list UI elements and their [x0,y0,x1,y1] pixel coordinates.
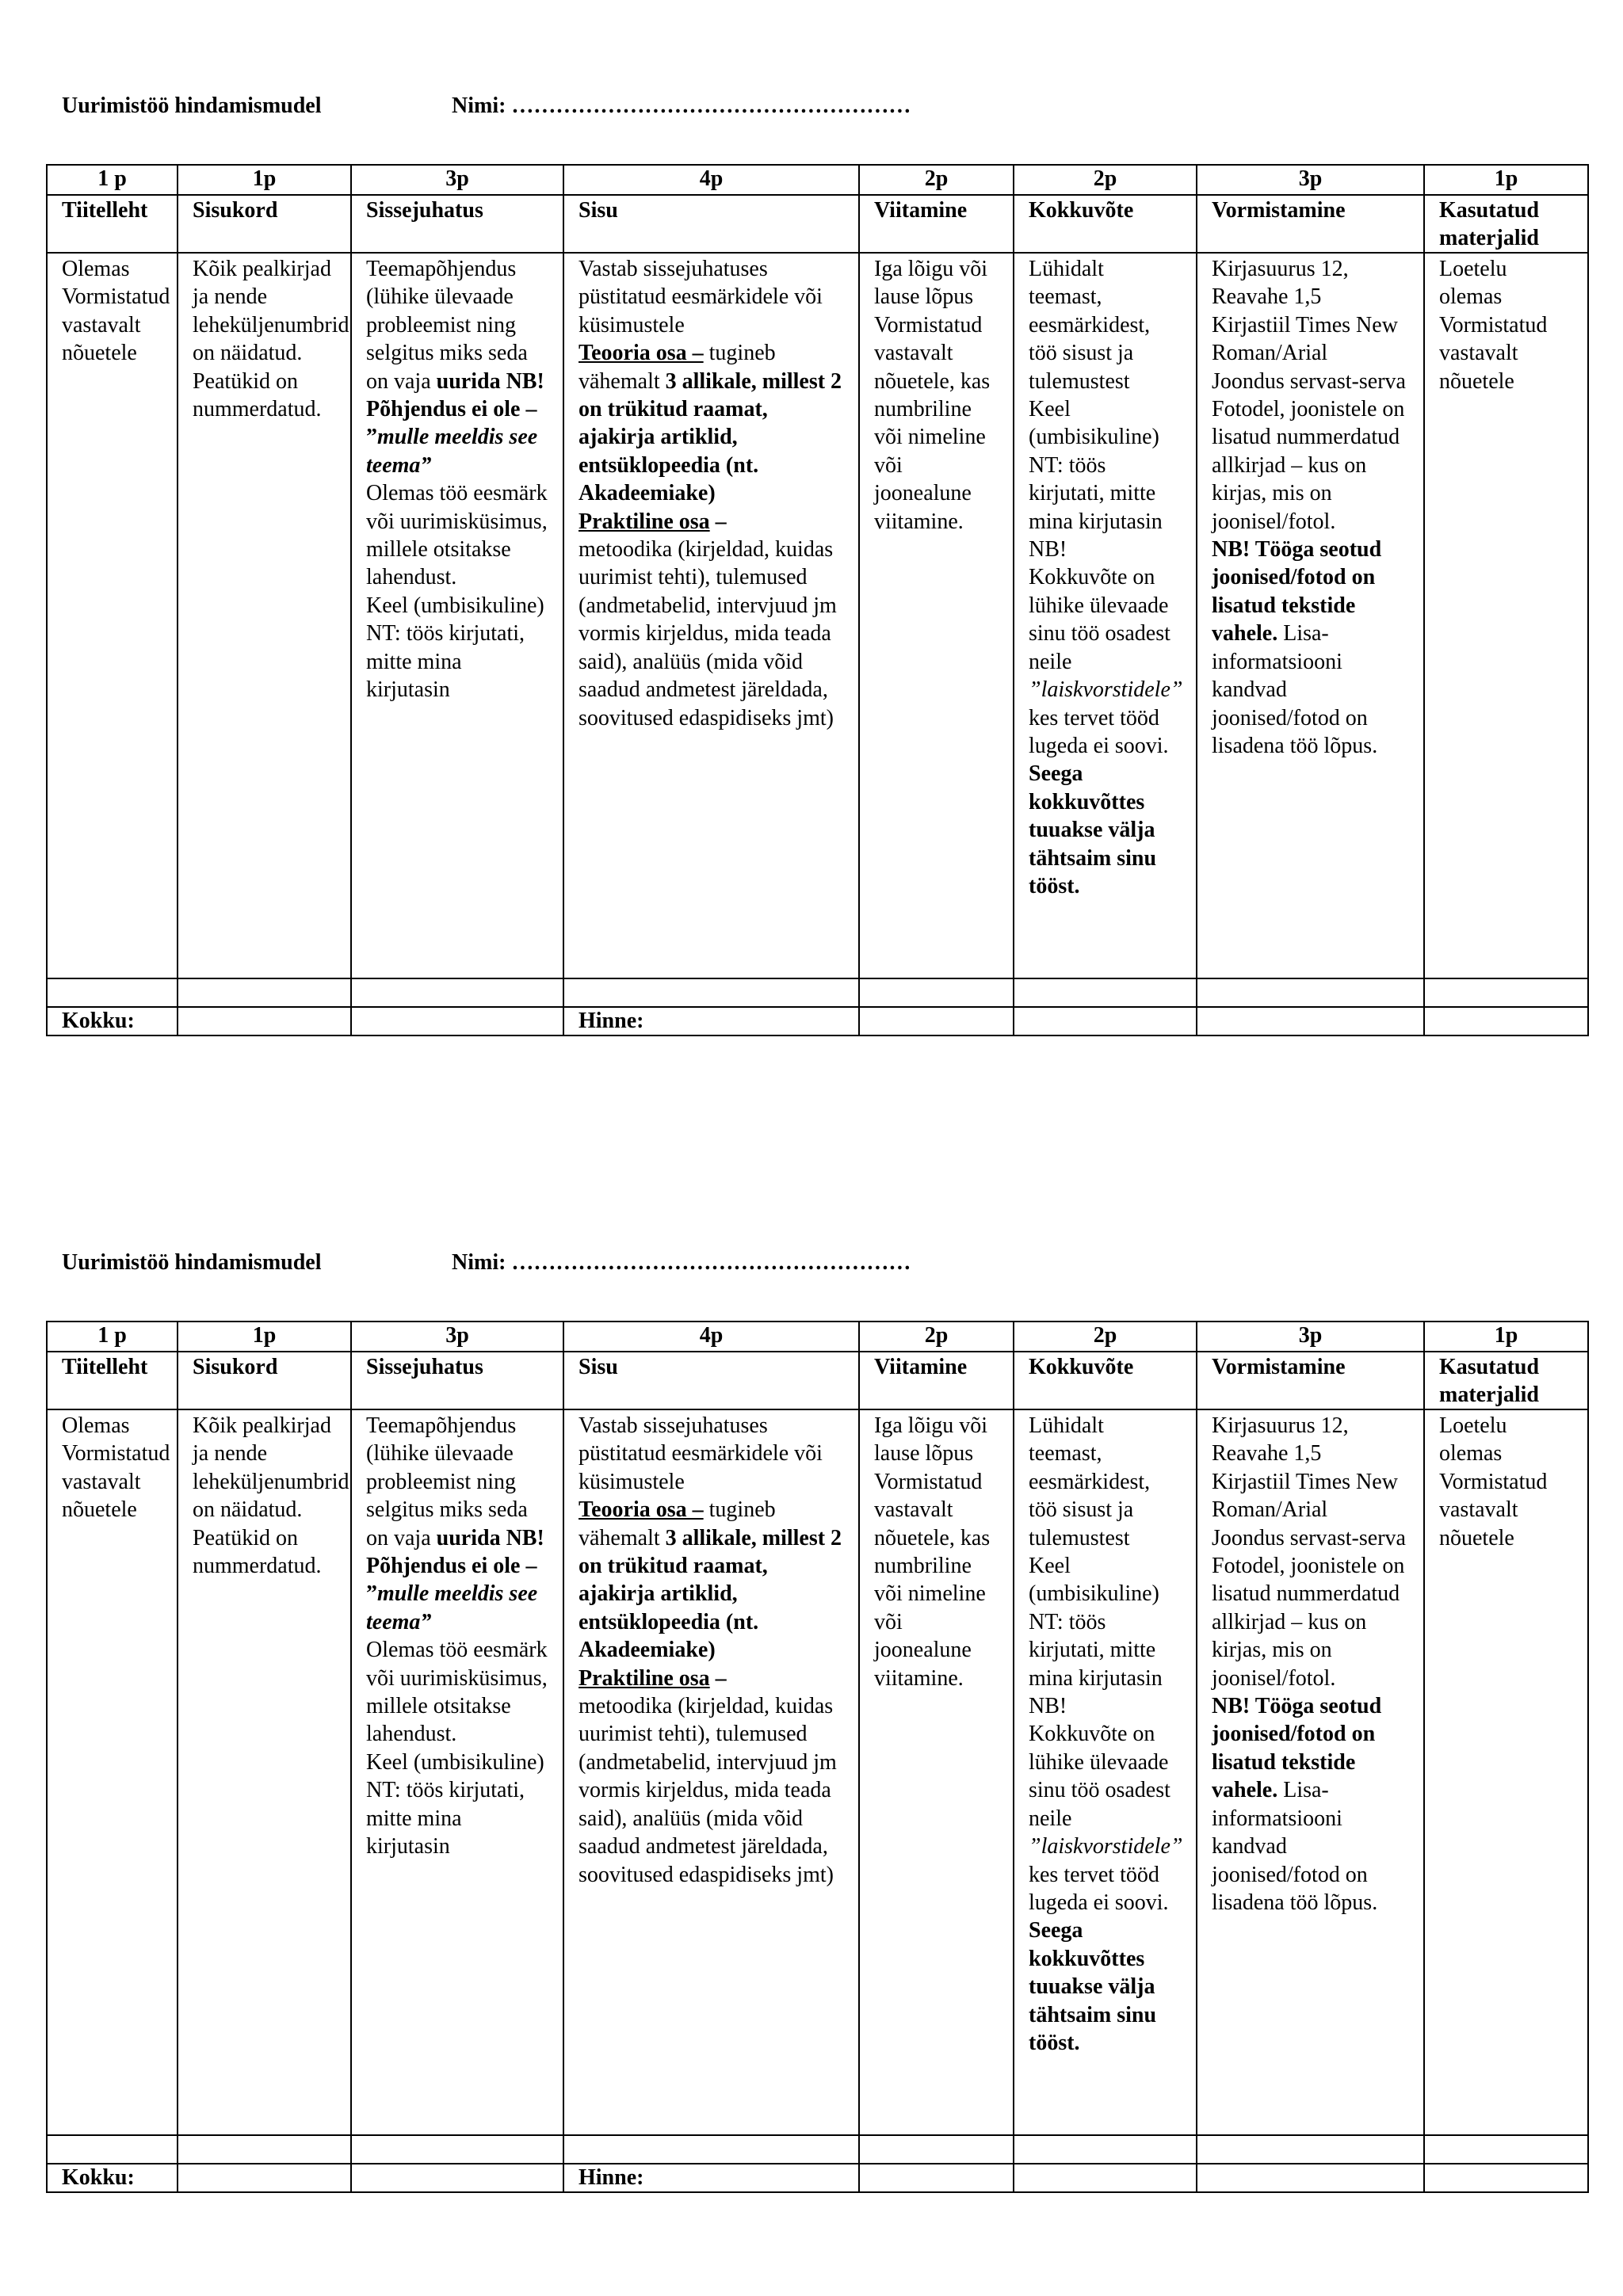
bold-text: NB! Tööga seotud joonised/fotod on lisatud tekstide vahele. [1212,537,1382,646]
teooria-label: Teooria osa – [579,1497,704,1523]
text: kes tervet tööd lugeda ei soovi. [1029,1862,1169,1915]
bold-text: uurida NB! Põhjendus ei ole – ” [366,368,544,450]
bold-text: uurida NB! Põhjendus ei ole – ” [366,1525,544,1607]
heading-cell: Tiitelleht [47,1352,178,1409]
grade-label: Hinne: [563,2164,859,2192]
text: NT: töös kirjutati, mitte mina kirjutasin [1029,1609,1163,1691]
text: Olemas töö eesmärk või uurimisküsimus, millele otsitakse lahendust. [366,481,548,590]
points-row [47,165,1588,195]
criteria-kokkuvote [1014,253,1197,978]
text: Fotodel, joonistele on lisatud nummerdatud allkirjad – kus on kirjas, mis on joonisel/fotol. [1212,1554,1405,1691]
total-cell[interactable] [351,2164,563,2192]
points-cell: 3p [351,1322,563,1352]
score-cell[interactable] [178,2135,351,2164]
points-cell: 2p [1014,1322,1197,1352]
dash: – [709,1665,727,1691]
criteria-vormistamine [1197,253,1424,978]
heading-cell: Kokkuvõte [1014,195,1197,253]
score-entry-row [47,2135,1588,2164]
points-cell: 2p [859,165,1014,195]
name-field-label: Nimi: ……………………………………………… [452,93,911,118]
heading-cell: Sissejuhatus [351,1352,563,1409]
score-cell[interactable] [351,978,563,1007]
total-cell[interactable] [1424,2164,1588,2192]
points-cell: 1 p [47,165,178,195]
criteria-sisu [563,253,859,978]
grade-label: Hinne: [563,1007,859,1035]
heading-cell: Tiitelleht [47,195,178,253]
heading-cell: Kokkuvõte [1014,1352,1197,1409]
heading-cell: Kasutatud materjalid [1424,195,1588,253]
text: NT: töös kirjutati, mitte mina kirjutasin [366,621,525,703]
total-row [47,1007,1588,1035]
score-cell[interactable] [47,978,178,1007]
text: NB! [1029,1694,1067,1719]
text: Kokkuvõte on lühike ülevaade sinu töö osadest neile [1029,565,1170,674]
heading-cell: Kasutatud materjalid [1424,1352,1588,1409]
praktiline-label: Praktiline osa [579,1665,710,1691]
criteria-viitamine: Iga lõigu või lause lõpus Vormistatud vastavalt nõuetele, kas numbriline või nimeline või joonealune viitamine. [859,253,1014,978]
bold-italic-text: mulle meeldis see teema” [366,425,538,478]
heading-cell: Sissejuhatus [351,195,563,253]
total-cell[interactable] [1424,1007,1588,1035]
score-cell[interactable] [351,2135,563,2164]
total-row [47,2164,1588,2192]
total-cell[interactable] [1197,2164,1424,2192]
score-cell[interactable] [1197,978,1424,1007]
text: Fotodel, joonistele on lisatud nummerdatud allkirjad – kus on kirjas, mis on joonisel/fotol. [1212,397,1405,534]
text: Reavahe 1,5 [1212,284,1322,310]
heading-row [47,1352,1588,1409]
text: Lisa-informatsiooni kandvad joonised/fotod on lisadena töö lõpus. [1212,621,1378,758]
text: Keel (umbisikuline) [366,593,544,618]
criteria-sissejuhatus [351,1409,563,2135]
total-cell[interactable] [178,2164,351,2192]
text: Lühidalt teemast, eesmärkidest, töö sisust ja tulemustest [1029,257,1151,394]
criteria-tiitelleht: Olemas Vormistatud vastavalt nõuetele [47,253,178,978]
criteria-kasutatud: Loetelu olemas Vormistatud vastavalt nõuetele [1424,253,1588,978]
score-cell[interactable] [859,978,1014,1007]
text: Vastab sissejuhatuses püstitatud eesmärkidele või küsimustele [579,257,823,338]
bold-italic-text: mulle meeldis see teema” [366,1581,538,1634]
heading-cell: Sisu [563,1352,859,1409]
text: NT: töös kirjutati, mitte mina kirjutasin [1029,452,1163,534]
bold-text: Seega kokkuvõttes tuuakse välja tähtsaim sinu tööst. [1029,1918,1157,2055]
text: kes tervet tööd lugeda ei soovi. [1029,705,1169,758]
total-cell[interactable] [1014,1007,1197,1035]
points-cell: 1p [1424,165,1588,195]
text: Joondus servast-serva [1212,368,1406,394]
text: Keel (umbisikuline) [366,1749,544,1775]
criteria-kokkuvote [1014,1409,1197,2135]
points-cell: 2p [1014,165,1197,195]
points-cell: 1p [178,1322,351,1352]
points-cell: 3p [1197,165,1424,195]
italic-text: ”laiskvorstidele” [1029,677,1183,703]
score-cell[interactable] [1197,2135,1424,2164]
text: tugineb vähemalt [579,1497,776,1550]
form-title: Uurimistöö hindamismudel [62,1250,322,1275]
praktiline-label: Praktiline osa [579,509,710,534]
criteria-viitamine: Iga lõigu või lause lõpus Vormistatud vastavalt nõuetele, kas numbriline või nimeline või joonealune viitamine. [859,1409,1014,2135]
rubric-table [46,164,1589,1036]
text: Teemapõhjendus (lühike ülevaade probleemist ning selgitus miks seda on vaja [366,1413,528,1550]
criteria-sissejuhatus [351,253,563,978]
points-cell: 2p [859,1322,1014,1352]
total-cell[interactable] [351,1007,563,1035]
text: Lisa-informatsiooni kandvad joonised/fotod on lisadena töö lõpus. [1212,1778,1378,1915]
text: Kirjasuurus 12, [1212,257,1349,281]
heading-cell: Viitamine [859,195,1014,253]
total-cell[interactable] [859,2164,1014,2192]
criteria-tiitelleht: Olemas Vormistatud vastavalt nõuetele [47,1409,178,2135]
bold-text: 3 allikale, millest 2 on trükitud raamat, ajakirja artiklid, entsüklopeedia (nt. Akadeemiake) [579,368,842,506]
points-cell: 4p [563,165,859,195]
bold-text: Seega kokkuvõttes tuuakse välja tähtsaim sinu tööst. [1029,761,1157,898]
criteria-sisukord: Kõik pealkirjad ja nende leheküljenumbrid on näidatud. Peatükid on nummerdatud. [178,253,351,978]
text: Keel (umbisikuline) [1029,1554,1159,1607]
heading-cell: Sisukord [178,1352,351,1409]
points-cell: 1p [178,165,351,195]
total-cell[interactable] [1197,1007,1424,1035]
total-cell[interactable] [859,1007,1014,1035]
rubric-table [46,1321,1589,2193]
text: Kokkuvõte on lühike ülevaade sinu töö osadest neile [1029,1722,1170,1831]
text: metoodika (kirjeldad, kuidas uurimist tehti), tulemused (andmetabelid, intervjuud jm vormis kirjeldus, mida teada said), analüüs (mida võid saadud andmetest järeldada, soovitused edaspidiseks jmt) [579,1694,837,1887]
heading-row [47,195,1588,253]
score-cell[interactable] [1424,978,1588,1007]
text: Vastab sissejuhatuses püstitatud eesmärkidele või küsimustele [579,1413,823,1494]
criteria-row [47,1409,1588,2135]
score-cell[interactable] [1014,2135,1197,2164]
criteria-sisu [563,1409,859,2135]
score-cell[interactable] [859,2135,1014,2164]
text: NB! [1029,537,1067,563]
criteria-row [47,253,1588,978]
score-cell[interactable] [563,2135,859,2164]
points-cell: 1 p [47,1322,178,1352]
italic-text: ”laiskvorstidele” [1029,1834,1183,1859]
text: NT: töös kirjutati, mitte mina kirjutasin [366,1778,525,1859]
dash: – [709,509,727,534]
criteria-vormistamine [1197,1409,1424,2135]
text: Lühidalt teemast, eesmärkidest, töö sisust ja tulemustest [1029,1413,1151,1550]
total-label: Kokku: [47,2164,178,2192]
form-title: Uurimistöö hindamismudel [62,93,322,118]
points-row [47,1322,1588,1352]
name-field-label: Nimi: ……………………………………………… [452,1250,911,1275]
criteria-sisukord: Kõik pealkirjad ja nende leheküljenumbrid on näidatud. Peatükid on nummerdatud. [178,1409,351,2135]
criteria-kasutatud: Loetelu olemas Vormistatud vastavalt nõuetele [1424,1409,1588,2135]
heading-cell: Vormistamine [1197,1352,1424,1409]
score-cell[interactable] [47,2135,178,2164]
points-cell: 3p [1197,1322,1424,1352]
points-cell: 1p [1424,1322,1588,1352]
text: tugineb vähemalt [579,341,776,394]
score-cell[interactable] [563,978,859,1007]
text: Kirjastiil Times New Roman/Arial [1212,312,1398,366]
text: Joondus servast-serva [1212,1525,1406,1550]
score-cell[interactable] [1014,978,1197,1007]
score-entry-row [47,978,1588,1007]
points-cell: 3p [351,165,563,195]
points-cell: 4p [563,1322,859,1352]
heading-cell: Sisu [563,195,859,253]
text: Teemapõhjendus (lühike ülevaade probleemist ning selgitus miks seda on vaja [366,257,528,394]
text: Kirjastiil Times New Roman/Arial [1212,1469,1398,1523]
total-cell[interactable] [1014,2164,1197,2192]
total-label: Kokku: [47,1007,178,1035]
score-cell[interactable] [1424,2135,1588,2164]
bold-text: NB! Tööga seotud joonised/fotod on lisatud tekstide vahele. [1212,1694,1382,1803]
heading-cell: Vormistamine [1197,195,1424,253]
total-cell[interactable] [178,1007,351,1035]
text: metoodika (kirjeldad, kuidas uurimist tehti), tulemused (andmetabelid, intervjuud jm vormis kirjeldus, mida teada said), analüüs (mida võid saadud andmetest järeldada, soovitused edaspidiseks jmt) [579,537,837,730]
heading-cell: Sisukord [178,195,351,253]
score-cell[interactable] [178,978,351,1007]
teooria-label: Teooria osa – [579,341,704,366]
text: Reavahe 1,5 [1212,1441,1322,1466]
heading-cell: Viitamine [859,1352,1014,1409]
text: Kirjasuurus 12, [1212,1413,1349,1438]
bold-text: 3 allikale, millest 2 on trükitud raamat, ajakirja artiklid, entsüklopeedia (nt. Akadeemiake) [579,1525,842,1663]
text: Keel (umbisikuline) [1029,397,1159,450]
text: Olemas töö eesmärk või uurimisküsimus, millele otsitakse lahendust. [366,1638,548,1747]
